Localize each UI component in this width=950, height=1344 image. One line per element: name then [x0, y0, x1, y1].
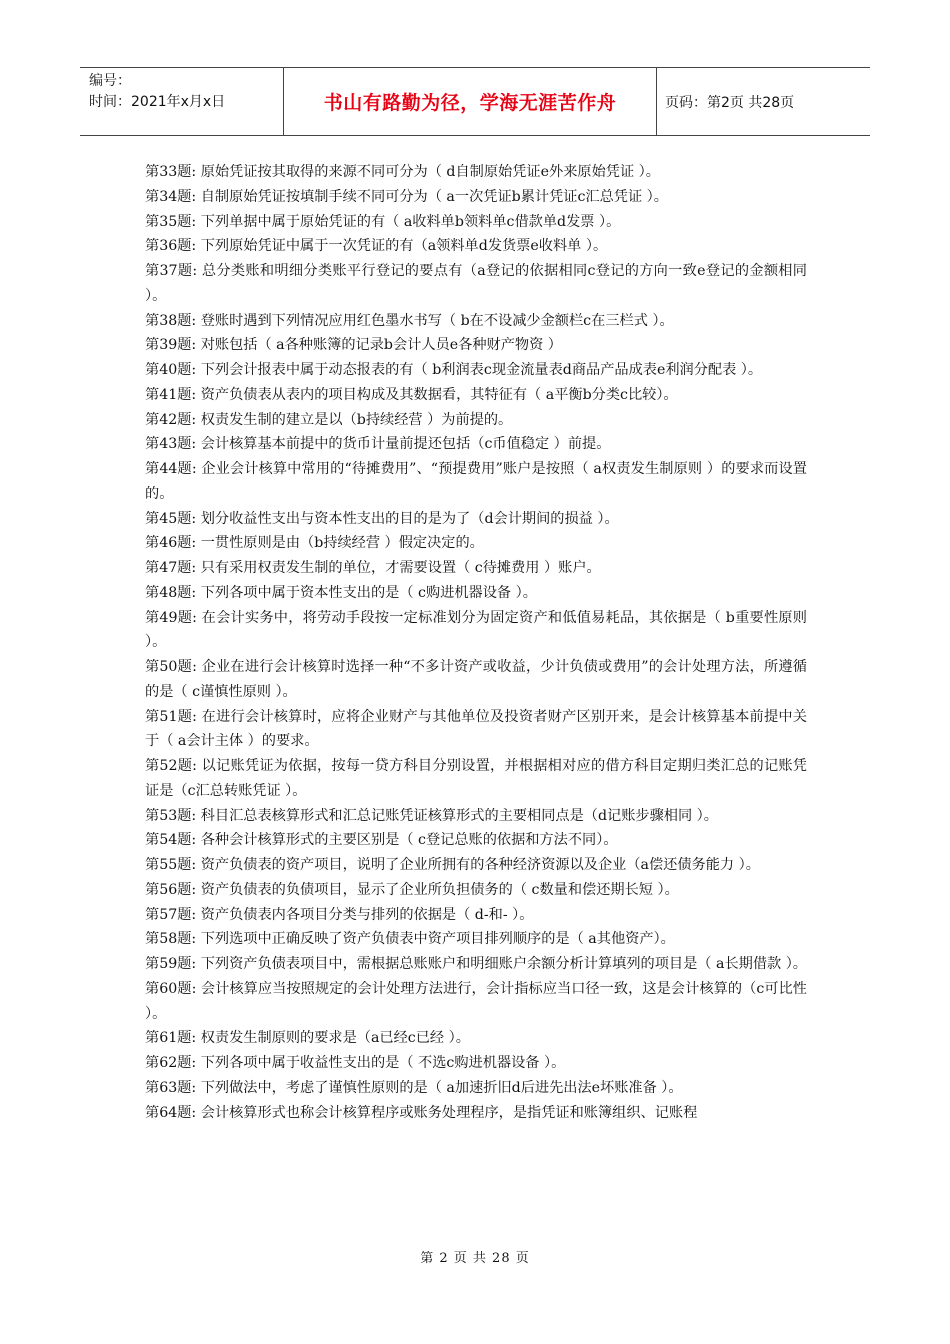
- question-item: 第61题: 权责发生制原则的要求是（a已经c已经 ）。: [145, 1030, 470, 1047]
- question-item: 第45题: 划分收益性支出与资本性支出的目的是为了（d会计期间的损益 ）。: [145, 510, 619, 527]
- question-item: 第58题: 下列选项中正确反映了资产负债表中资产项目排列顺序的是（ a其他资产）。: [145, 931, 675, 948]
- question-item: 第46题: 一贯性原则是由（b持续经营 ）假定决定的。: [145, 535, 484, 552]
- question-item: 第62题: 下列各项中属于收益性支出的是（ 不选c购进机器设备 ）。: [145, 1055, 566, 1071]
- question-item: 第37题: 总分类账和明细分类账平行登记的要点有（a登记的依据相同c登记的方向一致e登记的金额相同 ）。: [145, 263, 807, 304]
- question-item: 第33题: 原始凭证按其取得的来源不同可分为（ d自制原始凭证e外来原始凭证 ）。: [145, 164, 660, 180]
- page-footer: 第 2 页 共 28 页: [420, 1251, 530, 1266]
- page-header: [80, 67, 870, 136]
- question-item: 第44题: 企业会计核算中常用的“待摊费用”、“预提费用”账户是按照（ a权责发生制原则 ）的要求而设置的。: [145, 461, 807, 502]
- question-item: 第57题: 资产负债表内各项目分类与排列的依据是（ d-和- ）。: [145, 906, 534, 923]
- question-item: 第35题: 下列单据中属于原始凭证的有（ a收料单b领料单c借款单d发票 ）。: [145, 213, 621, 230]
- question-item: 第54题: 各种会计核算形式的主要区别是（ c登记总账的依据和方法不同）。: [145, 832, 618, 849]
- document-number-label: 编号：: [89, 73, 131, 89]
- document-date: 时间：2021年x月x日: [89, 94, 226, 110]
- question-item: 第60题: 会计核算应当按照规定的会计处理方法进行，会计指标应当口径一致，这是会计核算的（c可比性 ）。: [145, 980, 807, 1022]
- question-item: 第52题: 以记账凭证为依据，按每一贷方科目分别设置，并根据相对应的借方科目定期归类汇总的记账凭证是（c汇总转账凭证 ）。: [145, 758, 807, 799]
- question-item: 第43题: 会计核算基本前提中的货币计量前提还包括（c币值稳定 ）前提。: [145, 436, 611, 453]
- question-item: 第40题: 下列会计报表中属于动态报表的有（ b利润表c现金流量表d商品产品成表e利润分配表 ）。: [145, 362, 763, 378]
- header-meta: [80, 68, 283, 135]
- header-motto: 书山有路勤为径，学海无涯苦作舟: [283, 68, 657, 135]
- question-item: 第41题: 资产负债表从表内的项目构成及其数据看，其特征有（ a平衡b分类c比较）。: [145, 386, 678, 403]
- question-item: 第56题: 资产负债表的负债项目，显示了企业所负担债务的（ c数量和偿还期长短 ）。: [145, 881, 679, 898]
- question-item: 第64题: 会计核算形式也称会计核算程序或账务处理程序，是指凭证和账簿组织、记账程: [145, 1104, 698, 1121]
- question-item: 第59题: 下列资产负债表项目中，需根据总账账户和明细账户余额分析计算填列的项目是（ a长期借款 ）。: [145, 956, 807, 972]
- question-list: [145, 160, 807, 1125]
- question-item: 第53题: 科目汇总表核算形式和汇总记账凭证核算形式的主要相同点是（d记账步骤相同 ）。: [145, 807, 718, 824]
- question-item: 第38题: 登账时遇到下列情况应用红色墨水书写（ b在不设减少金额栏c在三栏式 ）。: [145, 312, 674, 329]
- question-item: 第55题: 资产负债表的资产项目，说明了企业所拥有的各种经济资源以及企业（a偿还债务能力 ）。: [145, 857, 760, 873]
- question-item: 第47题: 只有采用权责发生制的单位，才需要设置（ c待摊费用 ）账户。: [145, 560, 601, 576]
- question-item: 第50题: 企业在进行会计核算时选择一种“不多计资产或收益，少计负债或费用”的会计处理方法，所遵循的是（ c谨慎性原则 ）。: [145, 659, 807, 700]
- question-item: 第51题: 在进行会计核算时，应将企业财产与其他单位及投资者财产区别开来，是会计核算基本前提中关于（ a会计主体 ）的要求。: [145, 708, 807, 750]
- question-item: 第42题: 权责发生制的建立是以（b持续经营 ）为前提的。: [145, 411, 513, 428]
- question-item: 第49题: 在会计实务中，将劳动手段按一定标准划分为固定资产和低值易耗品，其依据是（ b重要性原则 ）。: [145, 609, 807, 651]
- question-item: 第39题: 对账包括（ a各种账簿的记录b会计人员e各种财产物资 ）: [145, 337, 562, 354]
- question-item: 第34题: 自制原始凭证按填制手续不同可分为（ a一次凭证b累计凭证c汇总凭证 ）。: [145, 188, 668, 205]
- header-page-info: 页码：第2页 共28页: [665, 94, 795, 111]
- question-item: 第63题: 下列做法中，考虑了谨慎性原则的是（ a加速折旧d后进先出法e坏账准备 ）。: [145, 1079, 683, 1096]
- question-item: 第48题: 下列各项中属于资本性支出的是（ c购进机器设备 ）。: [145, 584, 537, 601]
- question-item: 第36题: 下列原始凭证中属于一次凭证的有（a领料单d发货票e收料单 ）。: [145, 238, 608, 255]
